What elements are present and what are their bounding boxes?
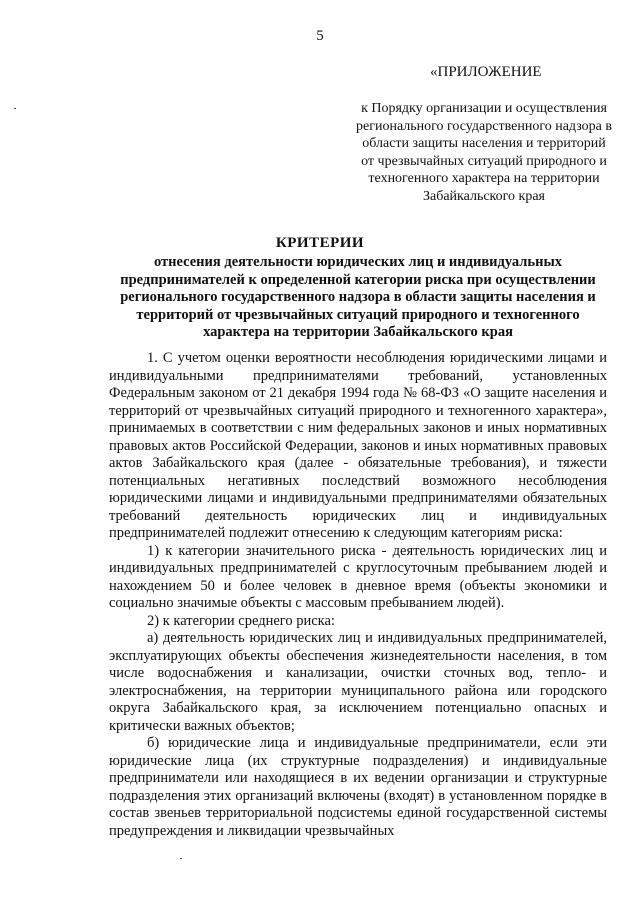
appendix-label: «ПРИЛОЖЕНИЕ [430,64,542,80]
scan-speck [180,858,182,859]
paragraph: 1. С учетом оценки вероятности несоблюдения юридическими лицами и индивидуальными предпринимателями требований, установленных Федеральным законом от 21 декабря 1994 года № 68-ФЗ «О защите населения и территорий от чрезвычайных ситуаций природного и техногенного характера», принимаемых в соответствии с ним федеральных законов и иных нормативных правовых актов Российской Федерации, законов и иных нормативных правовых актов Забайкальского края (далее - обязательные требования), и тяжести потенциальных негативных последствий возможного несоблюдения юридическими лицами и индивидуальными предпринимателями обязательных требований деятельность юридических лиц и индивидуальных предпринимателей подлежит отнесению к следующим категориям риска: [109,350,607,541]
appendix-subtitle: к Порядку организации и осуществления регионального государственного надзора в области защиты населения и территорий от чрезвычайных ситуаций природного и техногенного характера на территории Забайкальского края [356,101,612,204]
document-title: КРИТЕРИИ [275,235,365,251]
scan-speck [14,108,16,109]
paragraph: б) юридические лица и индивидуальные предприниматели, если эти юридические лица (их структурные подразделения) и индивидуальные предприниматели или находящиеся в их ведении организации и структурные подразделения этих организаций включены (входят) в установленном порядке в состав звеньев территориальной подсистемы единой государственной системы предупреждения и ликвидации чрезвычайных [109,735,607,839]
document-heading: отнесения деятельности юридических лиц и индивидуальных предпринимателей к определенной категории риска при осуществлении регионального государственного надзора в области защиты населения и территорий от чрезвычайных ситуаций природного и техногенного характера на территории Забайкальского края [120,254,596,340]
page-number: 5 [316,28,324,44]
document-body [109,350,607,840]
paragraph: 1) к категории значительного риска - деятельность юридических лиц и индивидуальных предпринимателей с круглосуточным пребыванием людей и нахождением 50 и более человек в дневное время (объекты экономики и социально значимые объекты с массовым пребыванием людей). [109,542,607,611]
paragraph: 2) к категории среднего риска: [147,612,335,629]
paragraph: а) деятельность юридических лиц и индивидуальных предпринимателей, эксплуатирующих объекты обеспечения жизнедеятельности населения, в том числе водоснабжения и канализации, очистки сточных вод, тепло- и электроснабжения, на территории муниципального района или городского округа Забайкальского края, за исключением потенциально опасных и критически важных объектов; [109,630,607,734]
